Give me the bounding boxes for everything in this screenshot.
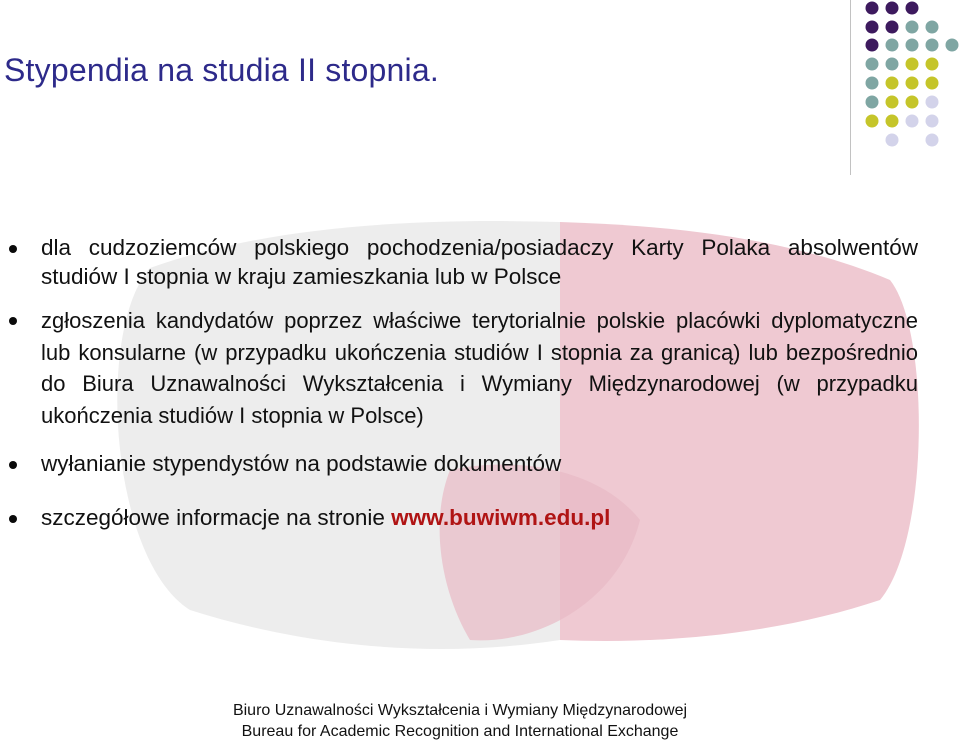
website-link[interactable]: www.buwiwm.edu.pl: [391, 505, 611, 530]
bullet-list: [8, 233, 918, 532]
dot-row-3: [866, 39, 959, 52]
dot-row-5: [866, 77, 939, 90]
bullet-text: dla cudzoziemców polskiego pochodzenia/posiadaczy Karty Polaka absolwentów studiów I stopnia w kraju zamieszkania lub w Polsce: [41, 235, 918, 289]
dot-row-1: [866, 2, 919, 15]
bullet-text: wyłanianie stypendystów na podstawie dokumentów: [41, 451, 562, 476]
dot-row-7: [866, 115, 939, 128]
bullet-item-more-info: [8, 504, 918, 532]
bullet-dot-icon: [9, 461, 17, 469]
footer-institution-en: Bureau for Academic Recognition and International Exchange: [241, 723, 679, 740]
decorative-dot-grid: [850, 0, 960, 180]
bullet-item-eligibility: [8, 233, 918, 291]
slide-title: Stypendia na studia II stopnia.: [4, 52, 439, 88]
bullet-item-applications: [8, 305, 918, 431]
footer-institution-pl: Biuro Uznawalności Wykształcenia i Wymiany Międzynarodowej: [232, 702, 688, 719]
bullet-item-selection: [8, 450, 918, 478]
bullet-dot-icon: [9, 317, 17, 325]
dot-row-4: [866, 58, 939, 71]
info-prefix-text: szczegółowe informacje na stronie: [41, 505, 392, 530]
bullet-text: zgłoszenia kandydatów poprzez właściwe terytorialnie polskie placówki dyplomatyczne lub konsularne (w przypadku ukończenia studiów I stopnia za granicą) lub bezpośrednio do Biura Uznawalności Wykształcenia i Wymiany Międzynarodowej (w przypadku ukończenia studiów I stopnia w Polsce): [41, 308, 918, 428]
dot-row-6: [866, 96, 939, 109]
bullet-dot-icon: [9, 245, 17, 253]
bullet-dot-icon: [9, 515, 17, 523]
dot-row-2: [866, 21, 939, 34]
dot-row-8: [886, 134, 939, 147]
